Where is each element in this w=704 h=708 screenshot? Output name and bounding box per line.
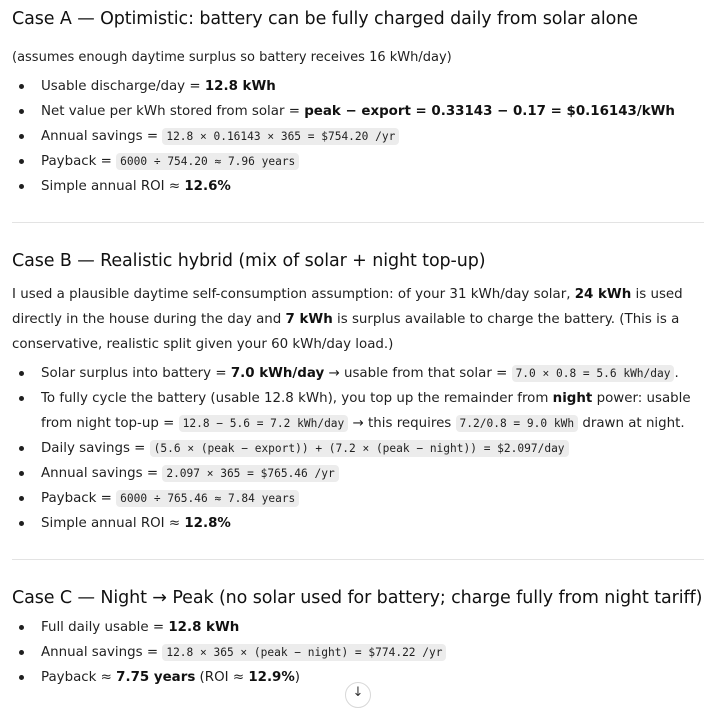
case-b-heading: Case B — Realistic hybrid (mix of solar + night top-up): [12, 251, 486, 271]
list-item: Payback = 6000 ÷ 754.20 ≈ 7.96 years: [12, 149, 704, 174]
inline-code: 12.8 × 0.16143 × 365 = $754.20 /yr: [162, 128, 399, 145]
arrow-down-icon: ↓: [352, 685, 364, 700]
list-item: Full daily usable = 12.8 kWh: [12, 615, 704, 640]
inline-code: 6000 ÷ 765.46 ≈ 7.84 years: [116, 490, 299, 507]
case-c-list: [12, 615, 704, 690]
list-item: Annual savings = 2.097 × 365 = $765.46 /yr: [12, 461, 704, 486]
list-item: Solar surplus into battery = 7.0 kWh/day → usable from that solar = 7.0 × 0.8 = 5.6 kWh/day .: [12, 361, 704, 386]
case-b-paragraph: I used a plausible daytime self-consumption assumption: of your 31 kWh/day solar, 24 kWh is used directly in the house during the day and 7 kWh is surplus available to charge the battery. (This is a conservative, realistic split given your 60 kWh/day load.): [12, 287, 683, 352]
list-item: Payback = 6000 ÷ 765.46 ≈ 7.84 years: [12, 486, 704, 511]
inline-code: 12.8 − 5.6 = 7.2 kWh/day: [179, 415, 349, 432]
section-divider: [12, 222, 704, 223]
list-item: To fully cycle the battery (usable 12.8 kWh), you top up the remainder from night power: usable from night top-up = 12.8 − 5.6 = 7.2 kWh/day → this requires 7.2/0.8 = 9.0 kWh drawn at night.: [12, 386, 704, 436]
list-item: Usable discharge/day = 12.8 kWh: [12, 74, 704, 99]
list-item: Net value per kWh stored from solar = peak − export = 0.33143 − 0.17 = $0.16143/kWh: [12, 99, 704, 124]
case-c-heading: Case C — Night → Peak (no solar used for battery; charge fully from night tariff): [12, 588, 703, 608]
scroll-to-bottom-button[interactable]: [345, 682, 371, 708]
inline-code: 7.2/0.8 = 9.0 kWh: [456, 415, 579, 432]
list-item: Annual savings = 12.8 × 365 × (peak − night) = $774.22 /yr: [12, 640, 704, 665]
case-a-list: [12, 74, 704, 199]
list-item: Payback ≈ 7.75 years (ROI ≈ 12.9%): [12, 665, 704, 690]
list-item: Annual savings = 12.8 × 0.16143 × 365 = $754.20 /yr: [12, 124, 704, 149]
inline-code: 7.0 × 0.8 = 5.6 kWh/day: [512, 365, 675, 382]
section-divider: [12, 559, 704, 560]
list-item: Daily savings = (5.6 × (peak − export)) + (7.2 × (peak − night)) = $2.097/day: [12, 436, 704, 461]
inline-code: 12.8 × 365 × (peak − night) = $774.22 /yr: [162, 644, 446, 661]
inline-code: 6000 ÷ 754.20 ≈ 7.96 years: [116, 153, 299, 170]
chat-response-content: [12, 0, 704, 690]
case-b-list: [12, 361, 704, 536]
case-a-note: (assumes enough daytime surplus so battery receives 16 kWh/day): [12, 50, 452, 65]
inline-code: 2.097 × 365 = $765.46 /yr: [162, 465, 338, 482]
list-item: Simple annual ROI ≈ 12.6%: [12, 174, 704, 199]
list-item: Simple annual ROI ≈ 12.8%: [12, 511, 704, 536]
inline-code: (5.6 × (peak − export)) + (7.2 × (peak − night)) = $2.097/day: [150, 440, 569, 457]
case-a-heading: Case A — Optimistic: battery can be fully charged daily from solar alone: [12, 9, 638, 29]
